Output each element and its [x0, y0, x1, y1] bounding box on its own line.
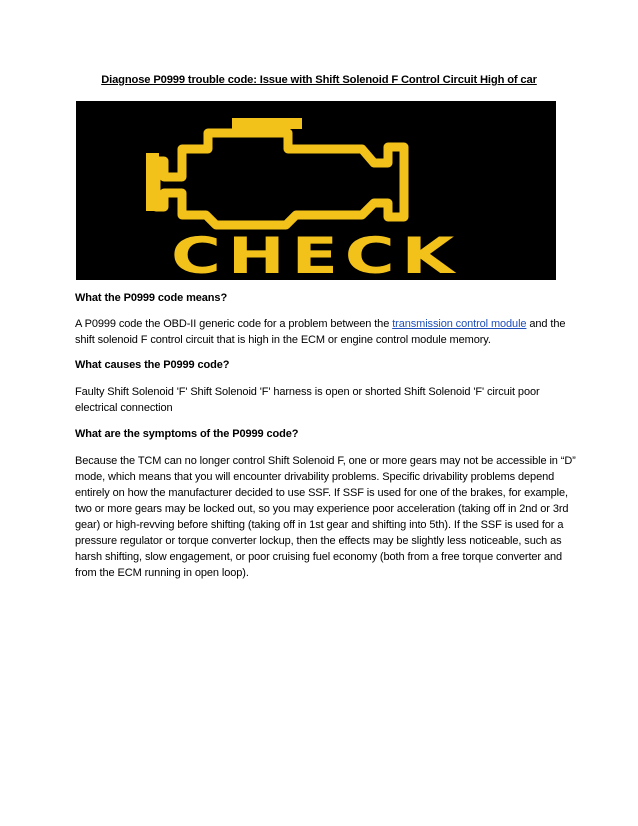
paragraph-line: from the ECM running in open loop). [75, 567, 249, 579]
text-segment: and the [526, 318, 566, 330]
section-heading: What causes the P0999 code? [75, 359, 230, 371]
paragraph-line: Faulty Shift Solenoid 'F' Shift Solenoid 'F' harness is open or shorted Shift Solenoid 'F' circuit poor [75, 386, 540, 398]
section-symptoms [75, 426, 565, 442]
paragraph-line: electrical connection [75, 402, 173, 414]
section-heading: What are the symptoms of the P0999 code? [75, 428, 299, 440]
paragraph-line: Because the TCM can no longer control Shift Solenoid F, one or more gears may not be accessible in “D” [75, 455, 576, 467]
transmission-control-module-link[interactable]: transmission control module [392, 318, 527, 330]
paragraph-line: shift solenoid F control circuit that is high in the ECM or engine control module memory. [75, 334, 491, 346]
section-causes-body [75, 384, 565, 416]
check-label: CHECK [171, 227, 461, 280]
paragraph-line: harsh shifting, slow engagement, or poor cruising fuel economy (both from a free torque converter and [75, 551, 563, 563]
paragraph-line: gear) or high-revving before shifting (taking off in 1st gear and shifting into 5th). If the SSF is used for a [75, 519, 564, 531]
paragraph-line [75, 316, 565, 332]
paragraph-line: pressure regulator or torque converter lockup, then the effects may be slightly less noticeable, such as [75, 535, 562, 547]
section-symptoms-body [75, 453, 576, 581]
section-causes [75, 357, 565, 373]
check-engine-image [76, 101, 556, 280]
text-segment: A P0999 code the OBD-II generic code for a problem between the [75, 318, 393, 330]
paragraph-line: entirely on how the manufacturer decided to use SSF. If SSF is used for one of the brakes, for example, [75, 487, 568, 499]
section-meaning [75, 290, 565, 306]
section-heading: What the P0999 code means? [75, 292, 228, 304]
paragraph-line: mode, which means that you will encounter drivability problems. Specific drivability problems depend [75, 471, 555, 483]
section-meaning-body [75, 316, 565, 348]
document-title: Diagnose P0999 trouble code: Issue with Shift Solenoid F Control Circuit High of car [101, 74, 537, 86]
paragraph-line: two or more gears may be locked out, so you may experience poor acceleration (taking off in 2nd or 3rd [75, 503, 569, 515]
check-engine-icon [76, 101, 556, 280]
